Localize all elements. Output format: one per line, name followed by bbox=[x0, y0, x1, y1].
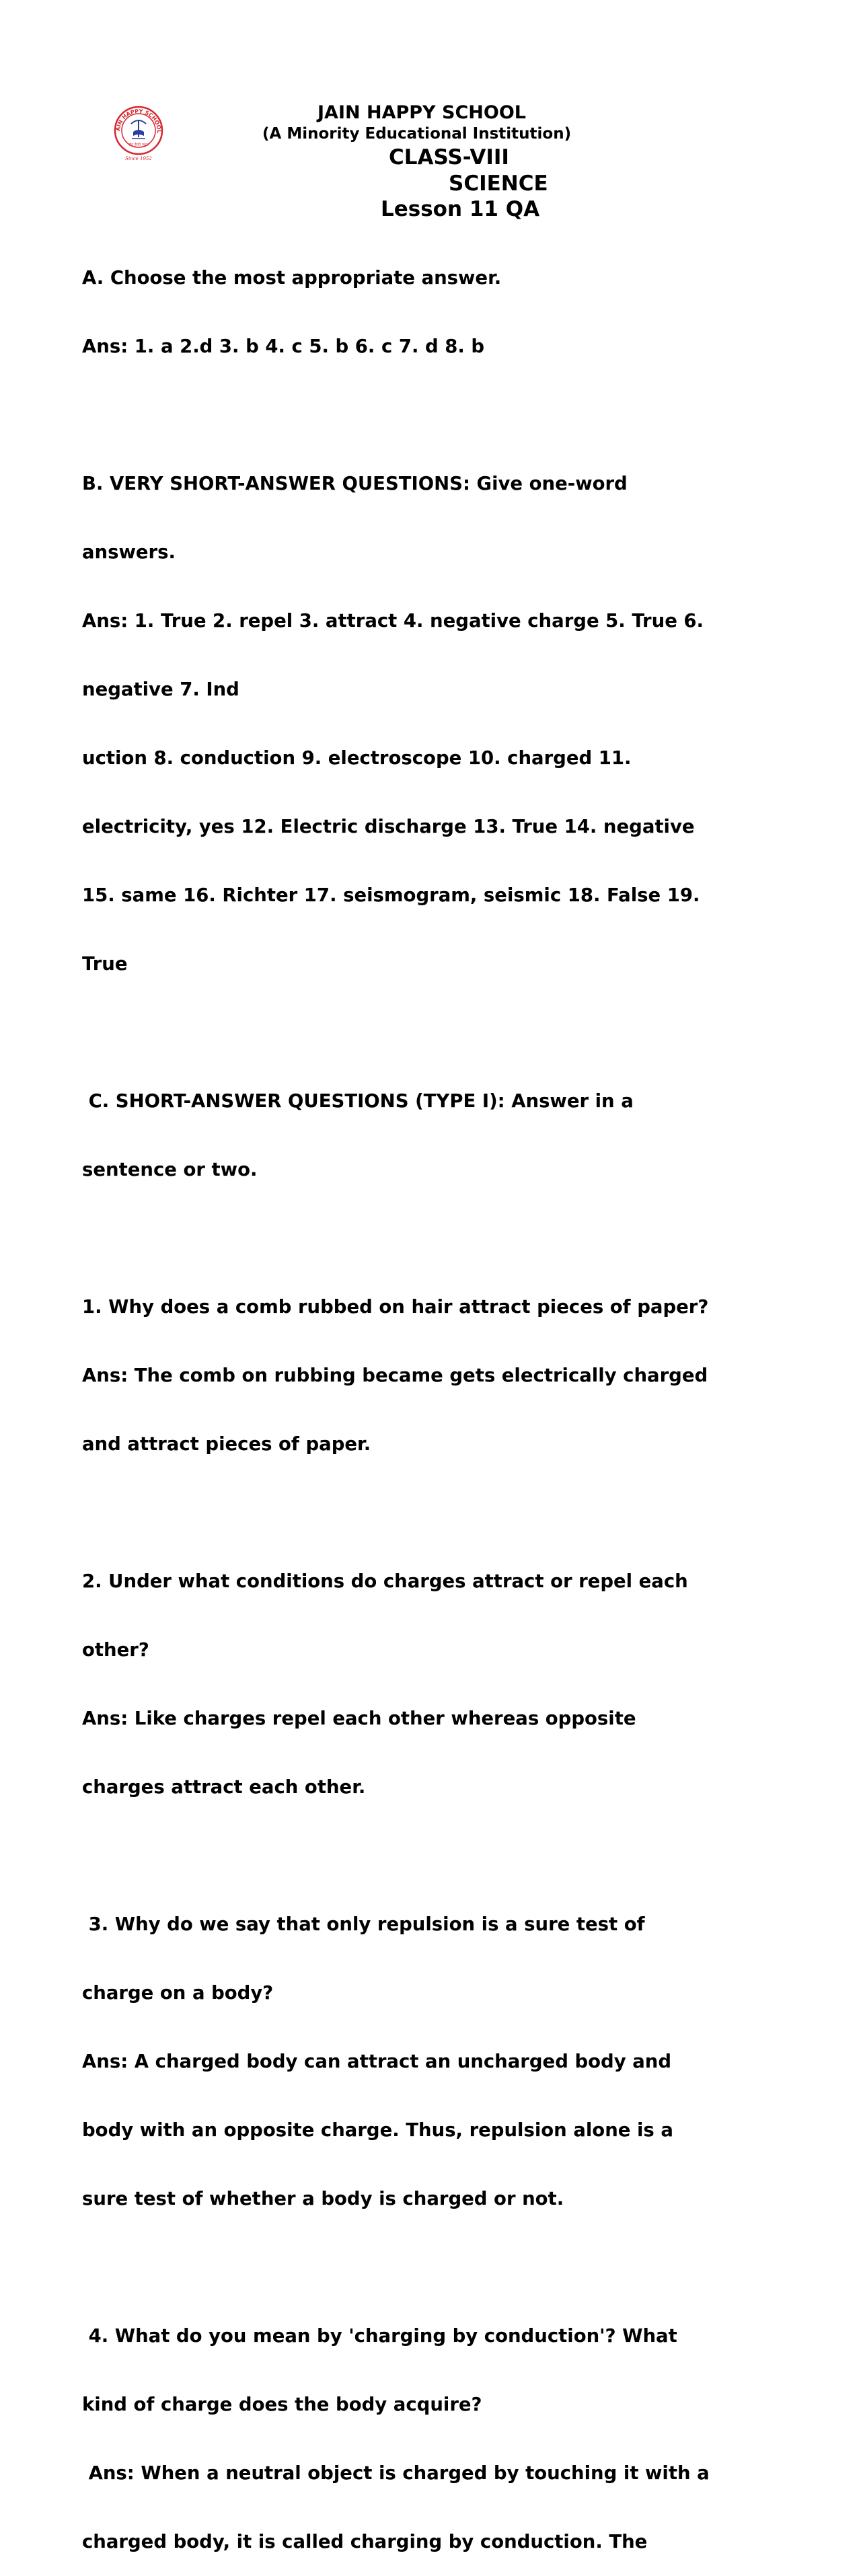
blank-line bbox=[82, 1501, 755, 1524]
answer-1: Ans: The comb on rubbing became gets electrically charged bbox=[82, 1365, 708, 1386]
question-1: 1. Why does a comb rubbed on hair attract pieces of paper? bbox=[82, 1296, 709, 1318]
question-3-cont: charge on a body? bbox=[82, 1982, 274, 2004]
section-c-heading: C. SHORT-ANSWER QUESTIONS (TYPE I): Answer in a bbox=[82, 1090, 634, 1112]
blank-line bbox=[82, 404, 755, 426]
section-a-heading: A. Choose the most appropriate answer. bbox=[82, 267, 502, 289]
lesson-title: Lesson 11 QA bbox=[381, 197, 540, 221]
section-b-heading-cont: answers. bbox=[82, 541, 176, 563]
answer-3-cont: body with an opposite charge. Thus, repulsion alone is a bbox=[82, 2119, 673, 2141]
section-b-answer-cont: electricity, yes 12. Electric discharge 13. True 14. negative bbox=[82, 816, 695, 837]
school-logo bbox=[110, 105, 167, 161]
section-b-answer-cont: 15. same 16. Richter 17. seismogram, seismic 18. False 19. bbox=[82, 884, 700, 906]
subject-title: SCIENCE bbox=[449, 172, 548, 196]
answer-2-cont: charges attract each other. bbox=[82, 1776, 366, 1798]
question-2: 2. Under what conditions do charges attract or repel each bbox=[82, 1570, 688, 1592]
answer-3-cont: sure test of whether a body is charged or not. bbox=[82, 2188, 564, 2209]
question-4-cont: kind of charge does the body acquire? bbox=[82, 2394, 482, 2415]
school-name: JAIN HAPPY SCHOOL bbox=[317, 102, 526, 123]
answer-1-cont: and attract pieces of paper. bbox=[82, 1433, 371, 1455]
school-subtitle: (A Minority Educational Institution) bbox=[262, 125, 572, 143]
logo-since-text: Since 1952 bbox=[125, 156, 152, 161]
class-title: CLASS-VIII bbox=[389, 145, 509, 169]
section-c-heading-cont: sentence or two. bbox=[82, 1159, 258, 1180]
section-b-answer-cont: uction 8. conduction 9. electroscope 10. charged 11. bbox=[82, 747, 632, 769]
svg-text:JAIN HAPPY SCHOOL: AIN HAPPY SCHOOL bbox=[114, 108, 163, 134]
question-3: 3. Why do we say that only repulsion is a sure test of bbox=[82, 1914, 645, 1935]
logo-hindi-text: जैन हैप्पी स्कूल bbox=[128, 143, 149, 147]
answer-4-cont: charged body, it is called charging by conduction. The bbox=[82, 2531, 648, 2552]
question-4: 4. What do you mean by 'charging by conduction'? What bbox=[82, 2325, 677, 2347]
blank-line bbox=[82, 2256, 755, 2279]
answer-2: Ans: Like charges repel each other whereas opposite bbox=[82, 1708, 636, 1729]
blank-line bbox=[82, 1021, 755, 1044]
school-seal-icon bbox=[110, 105, 167, 161]
answer-4: Ans: When a neutral object is charged by touching it with a bbox=[82, 2462, 710, 2484]
section-b-answer: Ans: 1. True 2. repel 3. attract 4. negative charge 5. True 6. bbox=[82, 610, 704, 632]
document-body bbox=[82, 221, 755, 2576]
section-b-heading: B. VERY SHORT-ANSWER QUESTIONS: Give one-word bbox=[82, 473, 628, 494]
answer-3: Ans: A charged body can attract an uncharged body and bbox=[82, 2051, 672, 2072]
section-b-answer-cont: True bbox=[82, 953, 128, 975]
question-2-cont: other? bbox=[82, 1639, 149, 1661]
blank-line bbox=[82, 1227, 755, 1250]
blank-line bbox=[82, 1844, 755, 1867]
section-a-answer: Ans: 1. a 2.d 3. b 4. c 5. b 6. c 7. d 8. b bbox=[82, 336, 485, 357]
section-b-answer-cont: negative 7. Ind bbox=[82, 679, 239, 700]
